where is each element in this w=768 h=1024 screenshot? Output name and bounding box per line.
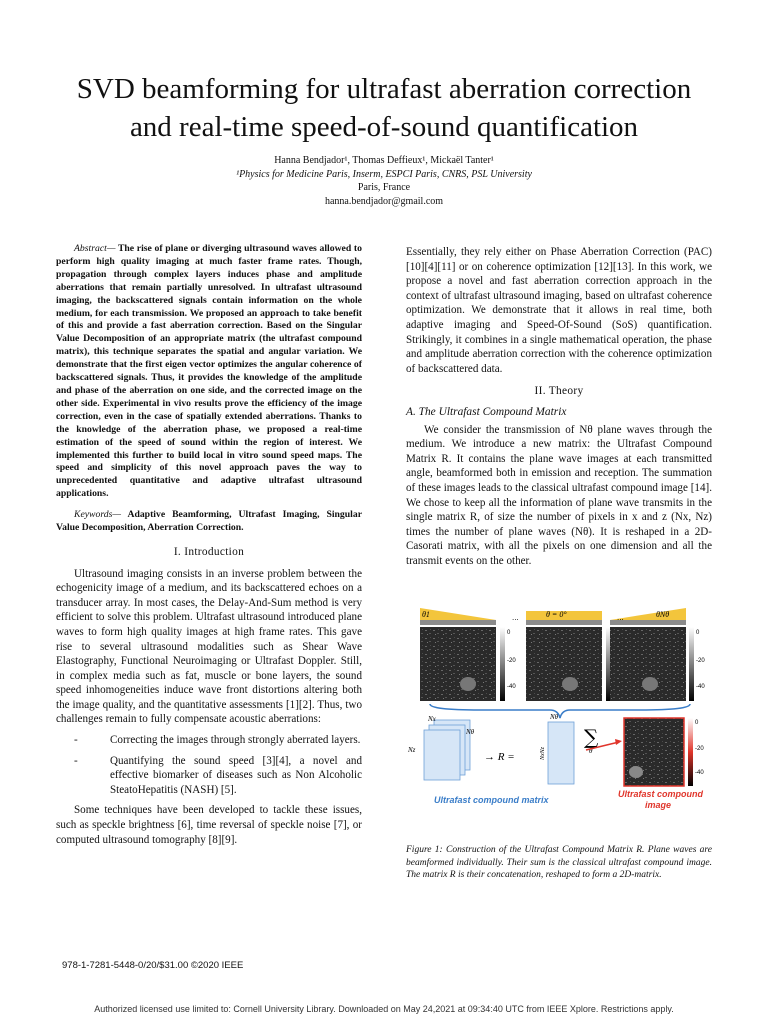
compound-image	[624, 718, 704, 786]
nx-label: Nx	[428, 715, 436, 723]
title-line-2: and real-time speed-of-sound quantification	[129, 111, 639, 143]
footer-license: Authorized licensed use limited to: Cornell University Library. Downloaded on May 24,2021 at 09:34:40 UTC from IEEE Xplore. Restrictions apply.	[94, 1004, 674, 1014]
intro-paragraph-1: Ultrasound imaging consists in an inverse problem between the echogenicity image of a medium, and its backscattered echoes on a transducer array. In most cases, the Delay-And-Sum method is very efficient to solve this problem. Ultrafast ultrasound introduced plane waves to form high quality images at high frame rates. This gave rise to several ultrasound modalities such as Shear Wave Elastography, Functional Neuroimaging or Ultrafast Doppler. Still, in complex media such as fat, muscle or bone layers, the sound speed inhomogeneities induce wave front distortions altering both the image quality, and the quantitative assessments [1][2]. Thus, two challenges remain to fully compensate acoustic aberrations:	[56, 567, 362, 726]
paper-title	[0, 70, 768, 146]
nxnz-label: NxNz	[540, 746, 546, 760]
author-affiliation: ¹Physics for Medicine Paris, Inserm, ESPCI Paris, CNRS, PSL University	[236, 168, 532, 180]
theta-n-label: θNθ	[656, 610, 670, 619]
author-block	[0, 154, 768, 208]
tick-20: -20	[696, 658, 705, 664]
inclusion-3	[642, 677, 658, 691]
stacked-images	[407, 715, 475, 780]
ellipsis-2: ...	[617, 613, 624, 622]
theory-paragraph-1: We consider the transmission of Nθ plane waves through the medium. We introduce a new matrix: the Ultrafast Compound Matrix R. It contains the plane wave images at each transmitted angle, beamformed both in emission and reception. The summation of these images leads to the classical ultrafast compound image [14]. We chose to keep all the information of plane wave transmits in the single matrix R, of size the number of pixels in x and z (Nx, Nz) times the number of plane waves (Nθ). It is reshaped in a 2D-Casorati matrix, with all the pixels on one dimension and all the transmit events on the other.	[406, 423, 712, 567]
bmode-image-1	[420, 627, 496, 701]
bullet-dash: -	[74, 754, 78, 767]
title-line-1: SVD beamforming for ultrafast aberration correction	[76, 73, 692, 105]
label-compound-image-1: Ultrafast compound	[618, 789, 704, 799]
section-1-heading: I. Introduction	[173, 545, 245, 558]
section-2-heading: II. Theory	[534, 385, 584, 398]
plane-wave-panel-3	[610, 608, 705, 701]
colorbar-3	[689, 627, 694, 701]
bullet-item	[56, 733, 362, 748]
abstract-lead: Abstract—	[74, 243, 116, 254]
keywords-lead: Keywords—	[74, 509, 122, 521]
matrix-r	[540, 713, 574, 784]
tick-20: -20	[695, 746, 704, 752]
label-compound-matrix: Ultrafast compound matrix	[434, 795, 549, 805]
ellipsis-1: ...	[512, 613, 519, 622]
figure-caption: Figure 1: Construction of the Ultrafast Compound Matrix R. Plane waves are beamformed individually. Their sum is the classical ultrafast compound image. The matrix R is their concatenation, reshaped to form a 2D-matrix.	[406, 845, 712, 881]
bmode-image-2	[526, 627, 602, 701]
colorbar-1	[500, 627, 505, 701]
inclusion-1	[460, 677, 476, 691]
wave-front-1	[420, 608, 496, 620]
right-column	[406, 245, 712, 568]
tick-20: -20	[507, 658, 516, 664]
sum-subscript: θ	[589, 747, 593, 755]
abstract-text: The rise of plane or diverging ultrasound waves allowed to perform high quality imaging at much faster frame rates. Though, propagation through complex layers induces phase and amplitude aberrations that remain partially unresolved. In ultrafast ultrasound imaging, the backscattered signals contain information on the whole medium, for each transmission. We proposed an approach to take benefit of this and provide a fast aberration correction. Based on the Singular Value Decomposition of an appropriate matrix (the ultrafast compound matrix), this technique separates the spatial and angular variation. We demonstrate that the first eigen vector optimizes the angular coherence of backscattered signals. Thus, it provides the knowledge of the amplitude and phase of the aberration on one side, and the corrected image on the other side. Experimental in vivo results prove the efficiency of the image correction, even in the case of spatially extended aberrations. Thanks to the knowledge of the aberration phase, we proposed a real-time estimation of the speed of sound within the region of interest. We implemented this further to build local in vitro sound speed maps. The speed and simplicity of this novel approach paves the way to unprecedented quantitative and adaptive ultrafast ultrasound applications.	[56, 243, 362, 500]
bullet-dash: -	[74, 734, 78, 747]
bullet-item	[56, 754, 362, 798]
figure-1	[400, 604, 720, 836]
author-email[interactable]: hanna.bendjador@gmail.com	[324, 195, 444, 207]
sum-arrowhead	[615, 739, 622, 745]
tick-40: -40	[696, 684, 705, 690]
colorbar-compound	[688, 718, 693, 786]
tick-0: 0	[696, 630, 700, 636]
theta-1-label: θ1	[422, 610, 430, 619]
author-city: Paris, France	[357, 182, 411, 193]
tick-40: -40	[695, 770, 704, 776]
r-equals: → R =	[484, 751, 515, 763]
sum-symbol: ∑	[584, 725, 599, 749]
tick-40: -40	[507, 684, 516, 690]
grouping-brace	[430, 704, 690, 718]
bullet-text-1: Correcting the images through strongly aberrated layers.	[110, 734, 361, 747]
transducer-1	[420, 620, 496, 625]
inclusion-2	[562, 677, 578, 691]
keywords	[56, 509, 362, 535]
keywords-text: Adaptive Beamforming, Ultrafast Imaging, Singular Value Decomposition, Aberration Correction.	[56, 509, 362, 534]
intro-paragraph-2: Some techniques have been developed to tackle these issues, such as speckle brightness [6], time reversal of speckle noise [7], or computed ultrasound tomography [8][9].	[56, 804, 362, 846]
label-compound-image-2: image	[645, 800, 672, 810]
footer-copyright: 978-1-7281-5448-0/20/$31.00 ©2020 IEEE	[62, 960, 244, 971]
transducer-2	[526, 620, 602, 625]
bullet-text-2: Quantifying the sound speed [3][4], a novel and effective biomarker of diseases such as Non Alcoholic SteatoHepatitis (NASH) [5].	[110, 754, 362, 796]
left-column	[56, 243, 362, 847]
ntheta-matrix-label: Nθ	[550, 713, 559, 721]
author-names: Hanna Bendjador¹, Thomas Deffieux¹, Mickaël Tanter¹	[274, 155, 494, 166]
ntheta-label: Nθ	[466, 728, 475, 736]
abstract	[56, 243, 362, 501]
tick-0: 0	[507, 630, 511, 636]
nz-label: Nz	[408, 746, 416, 754]
plane-wave-panel-1	[420, 608, 516, 701]
plane-wave-panel-2	[512, 610, 622, 701]
right-paragraph-1: Essentially, they rely either on Phase Aberration Correction (PAC)[10][4][11] or on coherence optimization [12][13]. In this work, we propose a novel and fast aberration correction approach in the context of ultrafast ultrasound imaging, based on ultrafast coherence optimization. We demonstrate that it allows in real time, both adaptive imaging and Speed-Of-Sound (SoS) quantification. Strikingly, it combines in a single mathematical operation, the phase and amplitude aberration correction with the coherence optimization of backscattered data.	[406, 246, 712, 375]
tick-0: 0	[695, 720, 699, 726]
subsection-a-heading: A. The Ultrafast Compound Matrix	[406, 405, 567, 418]
theta-0-label: θ = 0°	[546, 610, 567, 619]
